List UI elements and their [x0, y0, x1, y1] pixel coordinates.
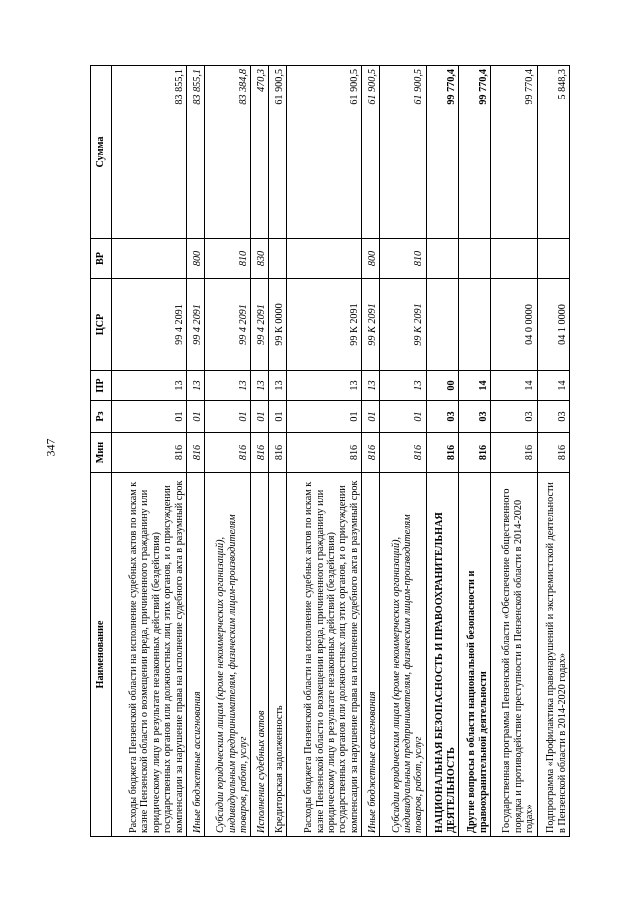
row-rz: 03 [459, 401, 491, 433]
table-row [426, 66, 458, 837]
row-min: 816 [380, 433, 426, 473]
header-min: Мин [91, 433, 112, 473]
row-pr: 00 [426, 371, 458, 401]
row-pr: 13 [269, 371, 287, 401]
row-rz: 03 [491, 401, 537, 433]
row-vr: 800 [186, 239, 204, 279]
table-body [112, 66, 570, 837]
table-row [459, 66, 491, 837]
row-name: Субсидии юридическим лицам (кроме некоммерческих организаций), индивидуальным предпринимателям, физическим лицам-производителям товаров, работ, услуг [204, 473, 250, 837]
row-vr: 810 [380, 239, 426, 279]
table-row [287, 66, 362, 837]
row-vr [269, 239, 287, 279]
row-name: Исполнение судебных актов [251, 473, 269, 837]
row-vr [112, 239, 187, 279]
row-csr: 99 4 2091 [112, 279, 187, 371]
table-header-row [91, 66, 112, 837]
row-min: 816 [204, 433, 250, 473]
row-name: НАЦИОНАЛЬНАЯ БЕЗОПАСНОСТЬ И ПРАВООХРАНИТЕЛЬНАЯ ДЕЯТЕЛЬНОСТЬ [426, 473, 458, 837]
row-sum: 99 770,4 [459, 66, 491, 239]
table-row [204, 66, 250, 837]
row-csr: 99 К 2091 [287, 279, 362, 371]
row-csr: 99 4 2091 [251, 279, 269, 371]
row-min: 816 [287, 433, 362, 473]
row-csr [459, 279, 491, 371]
row-name: Другие вопросы в области национальной безопасности и правоохранительной деятельности [459, 473, 491, 837]
row-min: 816 [426, 433, 458, 473]
table-row [537, 66, 569, 837]
row-csr: 99 4 2091 [204, 279, 250, 371]
header-name: Наименование [91, 473, 112, 837]
row-min: 816 [251, 433, 269, 473]
row-name: Государственная программа Пензенской области «Обеспечение общественного порядка и противодействие преступности в Пензенской области в 2014-2020 годах» [491, 473, 537, 837]
row-pr: 14 [491, 371, 537, 401]
row-pr: 13 [204, 371, 250, 401]
row-vr: 830 [251, 239, 269, 279]
row-min: 816 [537, 433, 569, 473]
row-rz: 01 [362, 401, 380, 433]
row-pr: 13 [251, 371, 269, 401]
table-row [380, 66, 426, 837]
row-sum: 99 770,4 [426, 66, 458, 239]
row-sum: 83 855,1 [186, 66, 204, 239]
row-rz: 01 [380, 401, 426, 433]
row-csr: 04 0 0000 [491, 279, 537, 371]
budget-table-container [90, 65, 570, 837]
row-rz: 01 [112, 401, 187, 433]
row-pr: 13 [112, 371, 187, 401]
row-min: 816 [269, 433, 287, 473]
row-sum: 61 900,5 [362, 66, 380, 239]
header-sum: Сумма [91, 66, 112, 239]
row-vr: 810 [204, 239, 250, 279]
row-csr: 99 К 2091 [380, 279, 426, 371]
table-row [186, 66, 204, 837]
row-sum: 83 855,1 [112, 66, 187, 239]
row-vr [537, 239, 569, 279]
row-sum: 5 848,3 [537, 66, 569, 239]
row-sum: 83 384,8 [204, 66, 250, 239]
row-name: Подпрограмма «Профилактика правонарушений и экстремистской деятельности в Пензенской области в 2014-2020 годах» [537, 473, 569, 837]
row-name: Кредиторская задолженность [269, 473, 287, 837]
table-row [269, 66, 287, 837]
row-rz: 01 [269, 401, 287, 433]
table-row [251, 66, 269, 837]
row-pr: 13 [186, 371, 204, 401]
row-rz: 01 [251, 401, 269, 433]
row-rz: 01 [204, 401, 250, 433]
row-sum: 470,3 [251, 66, 269, 239]
row-name: Субсидии юридическим лицам (кроме некоммерческих организаций), индивидуальным предпринимателям, физическим лицам-производителям товаров, работ, услуг [380, 473, 426, 837]
row-name: Иные бюджетные ассигнования [186, 473, 204, 837]
row-name: Расходы бюджета Пензенской области на исполнение судебных актов по искам к казне Пензенской области о возмещении вреда, причиненного гражданину или юридическому лицу в результате незаконных действий (бездействия) государственных органов или должностных лиц этих органов, и о присуждении компенсации за нарушение права на исполнение судебного акта в разумный срок [287, 473, 362, 837]
row-min: 816 [459, 433, 491, 473]
row-csr: 99 К 2091 [362, 279, 380, 371]
row-vr: 800 [362, 239, 380, 279]
row-vr [459, 239, 491, 279]
header-csr: ЦСР [91, 279, 112, 371]
row-csr: 99 4 2091 [186, 279, 204, 371]
row-rz: 01 [287, 401, 362, 433]
table-row [362, 66, 380, 837]
header-pr: ПР [91, 371, 112, 401]
row-pr: 13 [287, 371, 362, 401]
budget-table [90, 65, 570, 837]
row-pr: 14 [537, 371, 569, 401]
row-name: Иные бюджетные ассигнования [362, 473, 380, 837]
row-pr: 13 [362, 371, 380, 401]
row-pr: 13 [380, 371, 426, 401]
row-sum: 61 900,5 [269, 66, 287, 239]
row-pr: 14 [459, 371, 491, 401]
row-min: 816 [112, 433, 187, 473]
table-row [491, 66, 537, 837]
row-min: 816 [186, 433, 204, 473]
row-min: 816 [491, 433, 537, 473]
row-csr: 99 К 0000 [269, 279, 287, 371]
row-rz: 01 [186, 401, 204, 433]
row-vr [287, 239, 362, 279]
header-vr: ВР [91, 239, 112, 279]
row-csr [426, 279, 458, 371]
row-vr [491, 239, 537, 279]
header-rz: Рз [91, 401, 112, 433]
row-rz: 03 [537, 401, 569, 433]
row-name: Расходы бюджета Пензенской области на исполнение судебных актов по искам к казне Пензенской области о возмещении вреда, причиненного гражданину или юридическому лицу в результате незаконных действий (бездействия) государственных органов или должностных лиц этих органов, и о присуждении компенсации за нарушение права на исполнение судебного акта в разумный срок [112, 473, 187, 837]
table-row [112, 66, 187, 837]
row-sum: 61 900,5 [287, 66, 362, 239]
row-vr [426, 239, 458, 279]
rotated-page-area [90, 65, 570, 837]
row-rz: 03 [426, 401, 458, 433]
row-sum: 99 770,4 [491, 66, 537, 239]
page-number: 347 [43, 438, 58, 457]
row-min: 816 [362, 433, 380, 473]
row-csr: 04 1 0000 [537, 279, 569, 371]
row-sum: 61 900,5 [380, 66, 426, 239]
